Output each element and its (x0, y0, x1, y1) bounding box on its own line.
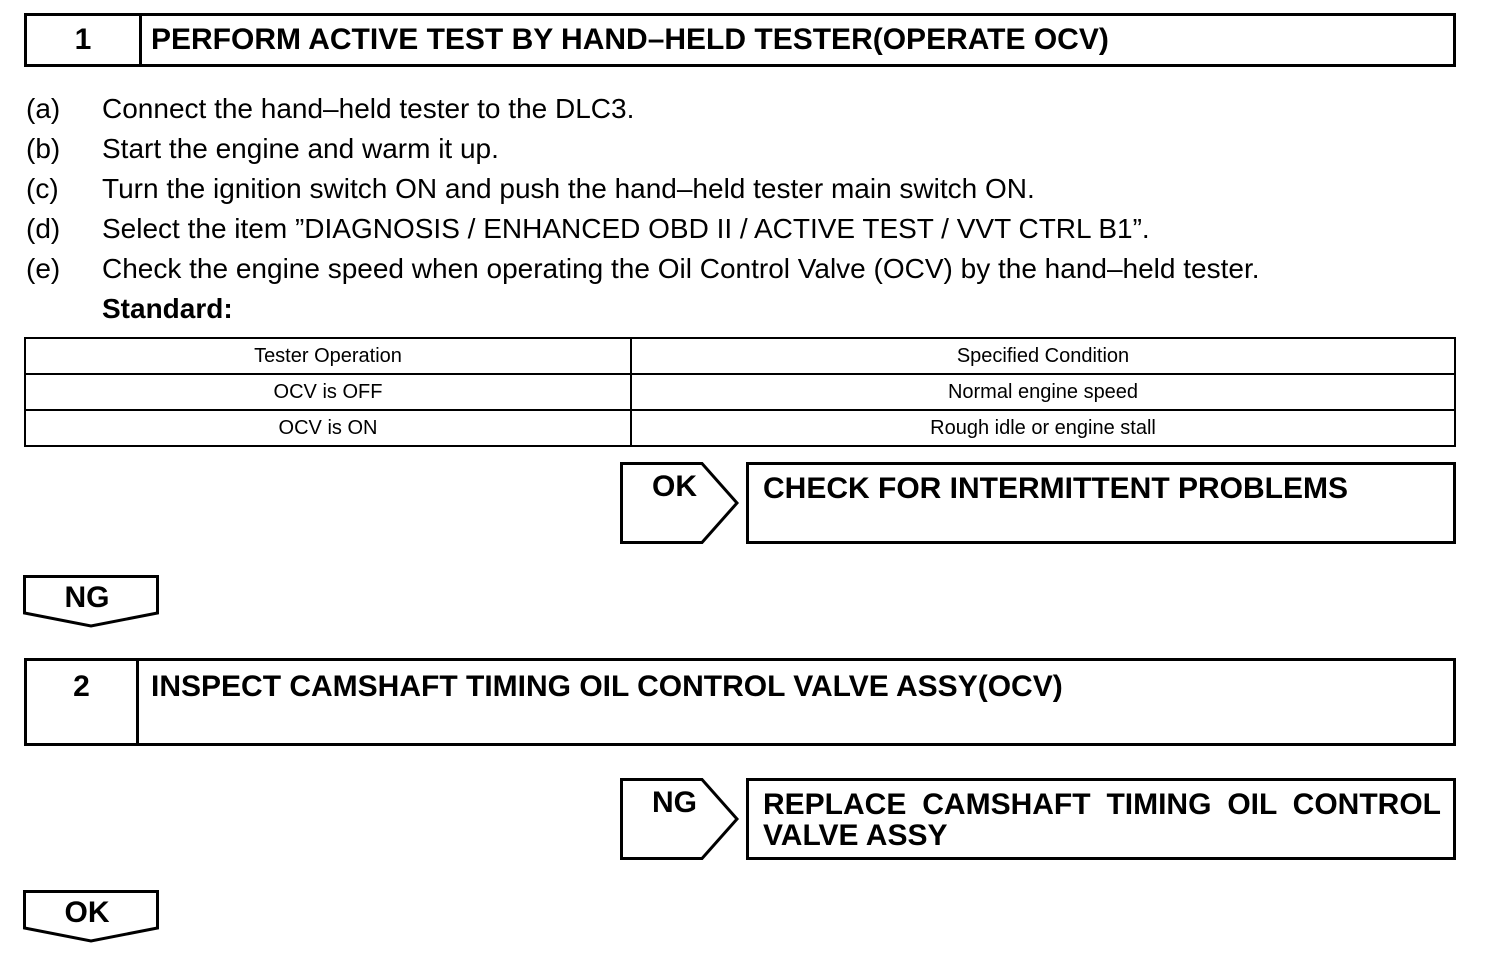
step-1-number: 1 (27, 16, 142, 64)
table-cell: OCV is ON (25, 410, 631, 446)
ng-result-box: REPLACE CAMSHAFT TIMING OIL CONTROL VALVE ASSY (746, 778, 1456, 860)
table-header-row (25, 338, 1455, 374)
table-header: Tester Operation (25, 338, 631, 374)
standard-table (24, 337, 1456, 447)
table-cell: Rough idle or engine stall (631, 410, 1455, 446)
substep-text: Start the engine and warm it up. (102, 133, 499, 164)
step-1-ok-result (620, 462, 1456, 544)
step-2-header (24, 658, 1456, 746)
ng-label: NG (64, 581, 110, 614)
substep-letter: (d) (26, 213, 61, 244)
substep-text: Check the engine speed when operating the Oil Control Valve (OCV) by the hand–held tester. (102, 253, 1260, 284)
ng-right-arrow (620, 778, 738, 860)
table-header: Specified Condition (631, 338, 1455, 374)
ok-label: OK (64, 896, 110, 929)
step-2-ng-result (620, 778, 1456, 860)
substep-text: Turn the ignition switch ON and push the hand–held tester main switch ON. (102, 173, 1035, 204)
standard-label: Standard: (102, 293, 233, 324)
ok-result-box: CHECK FOR INTERMITTENT PROBLEMS (746, 462, 1456, 544)
table-row (25, 410, 1455, 446)
step-1-header (24, 13, 1456, 67)
ok-label: OK (652, 470, 697, 503)
ok-down-arrow (23, 890, 159, 942)
step-1-title: PERFORM ACTIVE TEST BY HAND–HELD TESTER(OPERATE OCV) (151, 23, 1109, 56)
step-2-number: 2 (27, 661, 139, 743)
substep-letter: (a) (26, 93, 61, 124)
ng-down-arrow (23, 575, 159, 627)
table-cell: OCV is OFF (25, 374, 631, 410)
substep-letter: (e) (26, 253, 61, 284)
ok-right-arrow (620, 462, 738, 544)
substep-text: Connect the hand–held tester to the DLC3. (102, 93, 635, 124)
substep-text: Select the item ”DIAGNOSIS / ENHANCED OBD II / ACTIVE TEST / VVT CTRL B1”. (102, 213, 1150, 244)
step-2-title: INSPECT CAMSHAFT TIMING OIL CONTROL VALVE ASSY(OCV) (151, 670, 1063, 703)
substep-letter: (b) (26, 133, 61, 164)
ng-label: NG (652, 786, 697, 819)
table-row (25, 374, 1455, 410)
table-cell: Normal engine speed (631, 374, 1455, 410)
substep-letter: (c) (26, 173, 59, 204)
